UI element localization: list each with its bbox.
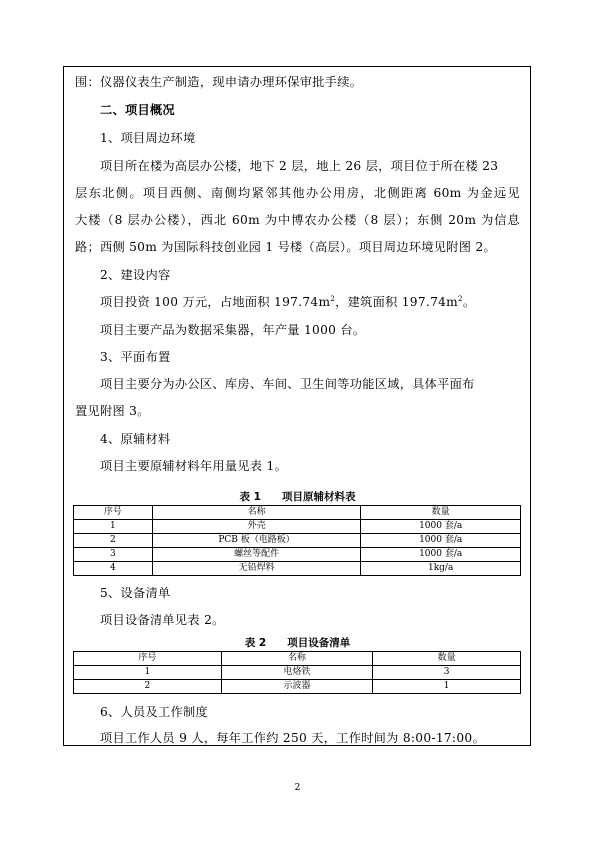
table-cell: 1 (373, 680, 521, 694)
subsection-heading: 1、项目周边环境 (100, 131, 196, 145)
subsection-heading: 4、原辅材料 (100, 432, 171, 446)
table-header: 序号 (74, 652, 222, 666)
text-line: 路；西侧 50m 为国际科技创业园 1 号楼（高层）。项目周边环境见附图 2。 (75, 240, 496, 254)
table-cell: 2 (74, 680, 222, 694)
page-number: 2 (294, 783, 301, 793)
investment-text: 项目投资 100 万元，占地面积 197.74m (100, 295, 331, 309)
table-cell: 3 (373, 666, 521, 680)
subsection-heading: 5、设备清单 (100, 586, 171, 600)
table-header: 序号 (74, 506, 153, 520)
table-row (74, 562, 521, 576)
table-header-row (74, 506, 521, 520)
table-cell: 1000 套/a (361, 520, 521, 534)
text-line: 项目工作人员 9 人，每年工作约 250 天，工作时间为 8:00-17:00。 (100, 731, 485, 745)
superscript: 2 (458, 294, 463, 303)
investment-line (100, 293, 475, 310)
section-heading: 二、项目概况 (100, 103, 175, 117)
product-line: 项目主要产品为数据采集器，年产量 1000 台。 (100, 323, 366, 337)
text-line: 项目主要分为办公区、库房、车间、卫生间等功能区域，具体平面布 (100, 377, 475, 391)
table-cell: 4 (74, 562, 153, 576)
table-cell: 1kg/a (361, 562, 521, 576)
table-row (74, 520, 521, 534)
table-cell: PCB 板（电路板） (152, 534, 361, 548)
text-line: 置见附图 3。 (75, 404, 150, 418)
table-header-row (74, 652, 521, 666)
table-header: 名称 (221, 652, 373, 666)
text-line: 大楼（8 层办公楼），西北 60m 为中博农办公楼（8 层）；东侧 20m 为信息 (75, 213, 520, 227)
table-header: 数量 (361, 506, 521, 520)
subsection-heading: 2、建设内容 (100, 268, 171, 282)
table-cell: 3 (74, 548, 153, 562)
table-row (74, 548, 521, 562)
superscript: 2 (330, 294, 336, 303)
investment-text: ，建筑面积 197.74m (335, 295, 459, 309)
table-cell: 示波器 (221, 680, 373, 694)
table-cell: 1 (74, 520, 153, 534)
table-row (74, 680, 521, 694)
table-header: 数量 (373, 652, 521, 666)
investment-text: 。 (462, 295, 476, 309)
text-line: 项目主要原辅材料年用量见表 1。 (100, 459, 288, 473)
table-cell: 1 (74, 666, 222, 680)
equipment-table (73, 651, 521, 694)
table-cell: 外壳 (152, 520, 361, 534)
table1-caption: 表 1 项目原辅材料表 (239, 491, 356, 503)
text-line: 项目所在楼为高层办公楼，地下 2 层，地上 26 层，项目位于所在楼 23 (100, 159, 499, 173)
table-cell: 螺丝等配件 (152, 548, 361, 562)
table-cell: 1000 套/a (361, 548, 521, 562)
subsection-heading: 3、平面布置 (100, 350, 171, 364)
table-row (74, 666, 521, 680)
table2-caption: 表 2 项目设备清单 (244, 637, 351, 649)
materials-table (73, 505, 521, 576)
table-cell: 无铅焊料 (152, 562, 361, 576)
table-cell: 1000 套/a (361, 534, 521, 548)
subsection-heading: 6、人员及工作制度 (100, 705, 208, 719)
table-row (74, 534, 521, 548)
table-cell: 2 (74, 534, 153, 548)
text-line: 项目设备清单见表 2。 (100, 613, 225, 627)
table-header: 名称 (152, 506, 361, 520)
text-line: 围：仪器仪表生产制造，现申请办理环保审批手续。 (75, 75, 363, 89)
text-line: 层东北侧。项目西侧、南侧均紧邻其他办公用房，北侧距离 60m 为金远见 (75, 186, 520, 200)
table-cell: 电烙铁 (221, 666, 373, 680)
